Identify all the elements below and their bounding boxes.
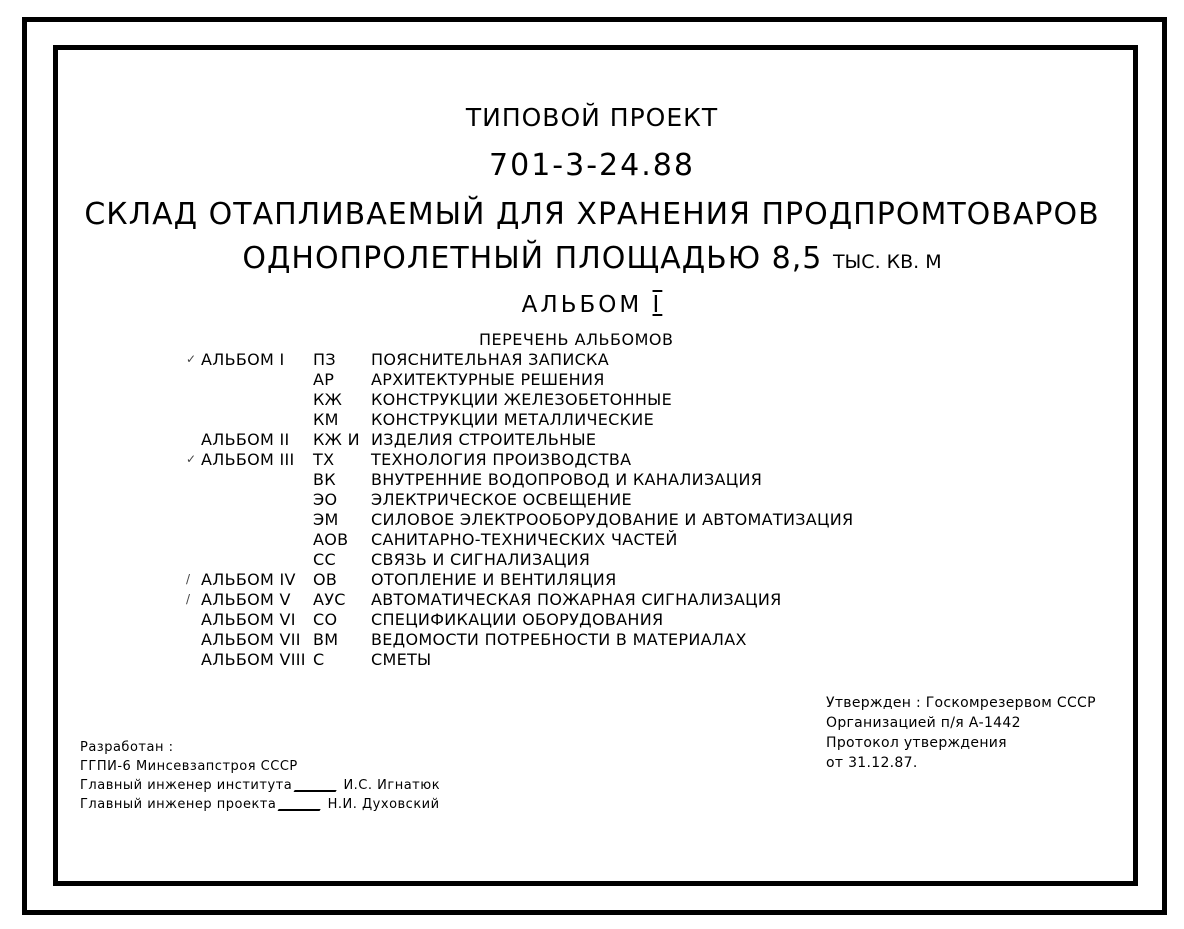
album-row-title: КОНСТРУКЦИИ МЕТАЛЛИЧЕСКИЕ [371, 410, 654, 429]
album-row-title: СВЯЗЬ И СИГНАЛИЗАЦИЯ [371, 550, 591, 569]
album-row-title: ИЗДЕЛИЯ СТРОИТЕЛЬНЫЕ [371, 430, 597, 449]
album-row-album: АЛЬБОМ VI [201, 610, 296, 629]
chief-institute-name: И.С. Игнатюк [343, 778, 441, 793]
album-row-title: ЭЛЕКТРИЧЕСКОЕ ОСВЕЩЕНИЕ [371, 490, 632, 509]
check-mark-icon: ✓ [186, 352, 197, 366]
chief-institute-role: Главный инженер института [80, 778, 293, 793]
album-row-code: СС [313, 550, 336, 569]
album-row-code: ВК [313, 470, 336, 489]
album-row-title: ПОЯСНИТЕЛЬНАЯ ЗАПИСКА [371, 350, 609, 369]
album-row-album: АЛЬБОМ VIII [201, 650, 306, 669]
album-row-code: АУС [313, 590, 346, 609]
check-mark-icon: ✓ [186, 452, 197, 466]
chief-project-name: Н.И. Духовский [327, 797, 440, 812]
signature-icon [293, 780, 342, 792]
album-row-title: СМЕТЫ [371, 650, 432, 669]
check-mark-icon: / [186, 572, 191, 586]
album-row-title: СПЕЦИФИКАЦИИ ОБОРУДОВАНИЯ [371, 610, 664, 629]
developer-block [80, 738, 440, 814]
album-row-album: АЛЬБОМ V [201, 590, 291, 609]
album-row-title: ВЕДОМОСТИ ПОТРЕБНОСТИ В МАТЕРИАЛАХ [371, 630, 747, 649]
album-row-album: АЛЬБОМ III [201, 450, 295, 469]
album-row-title: САНИТАРНО-ТЕХНИЧЕСКИХ ЧАСТЕЙ [371, 530, 678, 549]
approval-line-2: Организацией п/я А-1442 [826, 715, 1021, 731]
album-label: АЛЬБОМ [521, 292, 643, 318]
album-row-code: ВМ [313, 630, 339, 649]
album-row-code: ЭМ [313, 510, 339, 529]
check-mark-icon: / [186, 592, 191, 606]
approval-line-4: от 31.12.87. [826, 755, 918, 771]
approval-block [826, 693, 1096, 773]
album-row-code: КЖ И [313, 430, 360, 449]
project-subtitle-unit: ТЫС. КВ. М [832, 251, 942, 273]
approval-line-3: Протокол утверждения [826, 735, 1007, 751]
project-subtitle-main: ОДНОПРОЛЕТНЫЙ ПЛОЩАДЬЮ 8,5 [242, 241, 823, 276]
project-number: 701-3-24.88 [489, 148, 695, 183]
album-number: I [652, 292, 663, 318]
album-row-code: ПЗ [313, 350, 336, 369]
album-row-album: АЛЬБОМ IV [201, 570, 296, 589]
album-row-title: АВТОМАТИЧЕСКАЯ ПОЖАРНАЯ СИГНАЛИЗАЦИЯ [371, 590, 782, 609]
album-row-code: ТХ [313, 450, 335, 469]
album-row-title: ВНУТРЕННИЕ ВОДОПРОВОД И КАНАЛИЗАЦИЯ [371, 470, 763, 489]
chief-engineer-project [80, 795, 440, 814]
approval-line-1: Утвержден : Госкомрезервом СССР [826, 695, 1096, 711]
album-row-title: ОТОПЛЕНИЕ И ВЕНТИЛЯЦИЯ [371, 570, 617, 589]
album-row-title: СИЛОВОЕ ЭЛЕКТРООБОРУДОВАНИЕ И АВТОМАТИЗАЦИЯ [371, 510, 854, 529]
album-row-album: АЛЬБОМ II [201, 430, 290, 449]
developer-heading: Разработан : [80, 740, 174, 755]
project-type-heading: ТИПОВОЙ ПРОЕКТ [465, 103, 719, 132]
album-row-album: АЛЬБОМ I [201, 350, 285, 369]
developer-org: ГГПИ-6 Минсевзапстроя СССР [80, 759, 298, 774]
album-row-code: АР [313, 370, 335, 389]
album-row-code: СО [313, 610, 338, 629]
album-row-code: ЭО [313, 490, 338, 509]
album-heading [0, 292, 1184, 318]
album-row-title: АРХИТЕКТУРНЫЕ РЕШЕНИЯ [371, 370, 605, 389]
chief-project-role: Главный инженер проекта [80, 797, 277, 812]
album-row-album: АЛЬБОМ VII [201, 630, 301, 649]
album-row-title: КОНСТРУКЦИИ ЖЕЛЕЗОБЕТОННЫЕ [371, 390, 673, 409]
chief-engineer-institute [80, 776, 440, 795]
album-row-code: КМ [313, 410, 339, 429]
project-title: СКЛАД ОТАПЛИВАЕМЫЙ ДЛЯ ХРАНЕНИЯ ПРОДПРОМТОВАРОВ [84, 197, 1100, 232]
album-row-title: ТЕХНОЛОГИЯ ПРОИЗВОДСТВА [371, 450, 632, 469]
album-row-code: ОВ [313, 570, 338, 589]
album-row-code: АОВ [313, 530, 349, 549]
album-row-code: КЖ [313, 390, 343, 409]
album-list-heading: ПЕРЕЧЕНЬ АЛЬБОМОВ [479, 330, 674, 349]
signature-icon [278, 799, 327, 811]
project-subtitle [0, 241, 1184, 276]
album-row-code: С [313, 650, 325, 669]
